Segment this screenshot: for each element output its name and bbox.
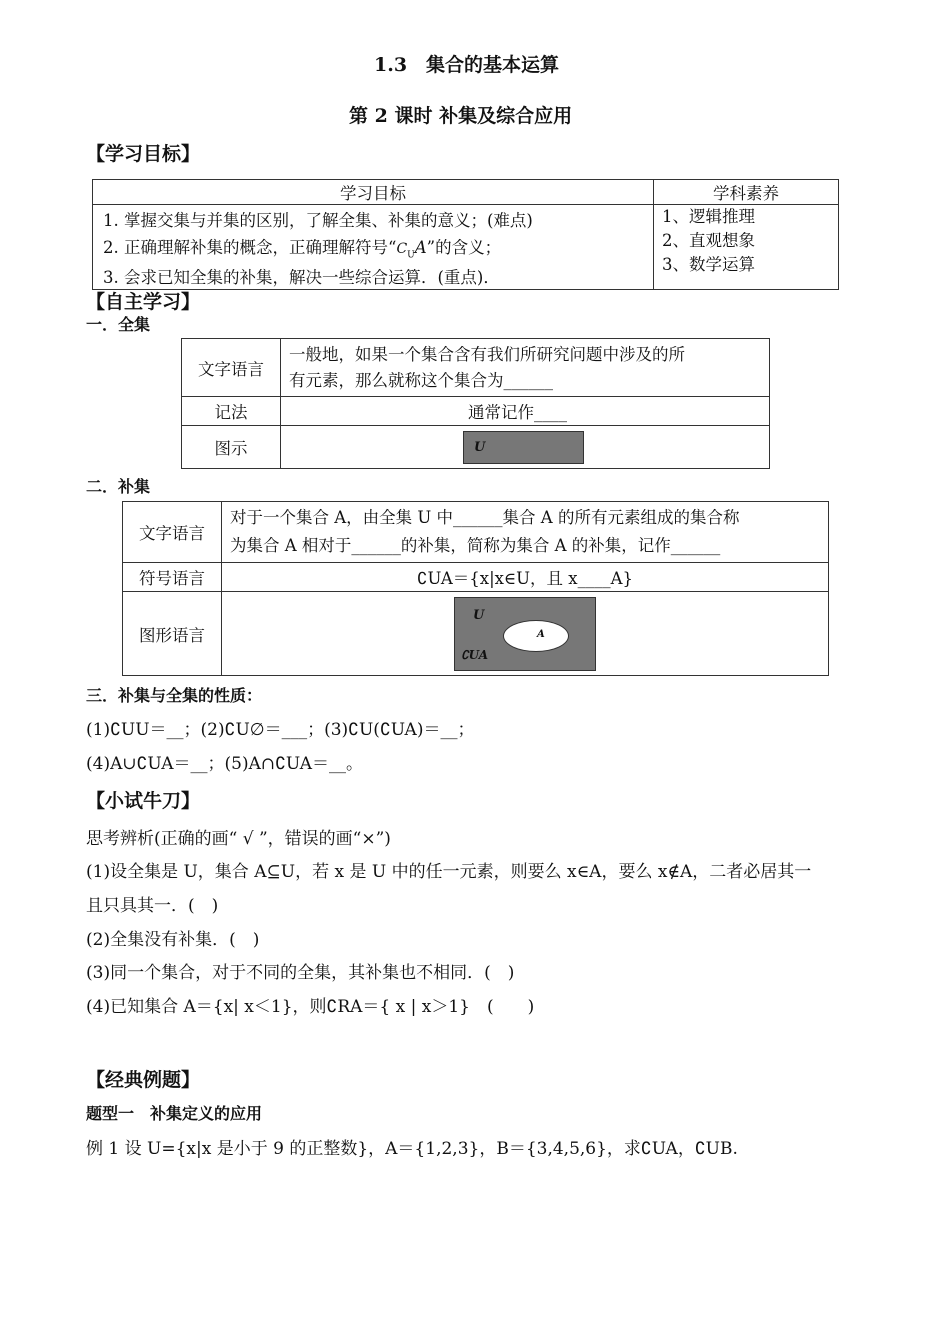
literacy-list: 1、逻辑推理 2、直观想象 3、数学运算 (654, 205, 839, 290)
notation-text: 通常记作____ (281, 397, 770, 426)
try-question-3: (3)同一个集合，对于不同的全集，其补集也不相同．( ) (86, 963, 515, 983)
universal-set-diagram (463, 431, 584, 464)
page-subtitle: 第 2 课时 补集及综合应用 (349, 105, 573, 127)
try-question-4: (4)已知集合 A＝{x| x＜1}，则∁RA＝{ x | x＞1} ( ) (86, 997, 535, 1017)
complement-diagram-cell (222, 592, 829, 676)
goals-table (92, 179, 839, 290)
complement-symbol: C (396, 241, 408, 257)
example-1: 例 1 设 U={x|x 是小于 9 的正整数}，A＝{1,2,3}，B＝{3,4,5,6}，求∁UA，∁UB. (86, 1139, 738, 1159)
set-a-ellipse (503, 620, 569, 652)
section-try-heading: 【小试牛刀】 (86, 790, 201, 812)
goal-3: 3. 会求已知全集的补集，解决一些综合运算．(重点)． (103, 268, 500, 288)
universal-table (181, 338, 770, 469)
graphic-label: 图形语言 (123, 592, 222, 676)
try-intro: 思考辨析(正确的画“ √ ”，错误的画“×”) (86, 829, 391, 849)
type-1-heading: 题型一 补集定义的应用 (86, 1104, 263, 1123)
venn-a-label: A (537, 628, 545, 640)
goals-head-right: 学科素养 (654, 180, 839, 205)
section-goals-heading: 【学习目标】 (86, 143, 201, 165)
section-examples-heading: 【经典例题】 (86, 1069, 201, 1091)
venn-cua-label: ∁UA (461, 647, 489, 662)
universal-u-label: U (474, 439, 486, 455)
goals-head-left: 学习目标 (93, 180, 654, 205)
universal-diagram-cell (281, 426, 770, 469)
try-question-1b: 且只具其一．( ) (86, 896, 219, 916)
properties-line-1: (1)∁UU＝__；(2)∁U∅＝___；(3)∁U(∁UA)＝__； (86, 720, 475, 740)
page-title: 1.3 集合的基本运算 (374, 54, 560, 76)
universal-text: 一般地，如果一个集合含有我们所研究问题中涉及的所 有元素，那么就称这个集合为______ (281, 339, 770, 397)
universal-heading: 一．全集 (86, 315, 151, 334)
symbol-text: ∁UA＝{x|x∈U，且 x____A} (222, 563, 829, 592)
goals-list (93, 205, 654, 290)
symbol-label: 符号语言 (123, 563, 222, 592)
complement-text-label: 文字语言 (123, 502, 222, 563)
complement-heading: 二．补集 (86, 477, 151, 496)
try-question-1a: (1)设全集是 U，集合 A⊆U，若 x 是 U 中的任一元素，则要么 x∈A，要么 x∉A，二者必居其一 (86, 862, 812, 882)
complement-venn-diagram (454, 597, 596, 671)
venn-u-label: U (473, 607, 485, 623)
goal-1: 1. 掌握交集与并集的区别，了解全集、补集的意义；(难点) (103, 211, 533, 230)
goal-2: 2. 正确理解补集的概念，正确理解符号“$C_UA$”的含义； (103, 238, 502, 261)
section-self-heading: 【自主学习】 (86, 291, 201, 313)
complement-text: 对于一个集合 A，由全集 U 中______集合 A 的所有元素组成的集合称 为集合 A 相对于______的补集，简称为集合 A 的补集，记作______ (222, 502, 829, 563)
diagram-label: 图示 (182, 426, 281, 469)
properties-line-2: (4)A∪∁UA＝__；(5)A∩∁UA＝__。 (86, 754, 363, 774)
try-question-2: (2)全集没有补集．( ) (86, 930, 260, 950)
notation-label: 记法 (182, 397, 281, 426)
complement-table (122, 501, 829, 676)
universal-text-label: 文字语言 (182, 339, 281, 397)
properties-heading: 三．补集与全集的性质： (86, 686, 263, 705)
